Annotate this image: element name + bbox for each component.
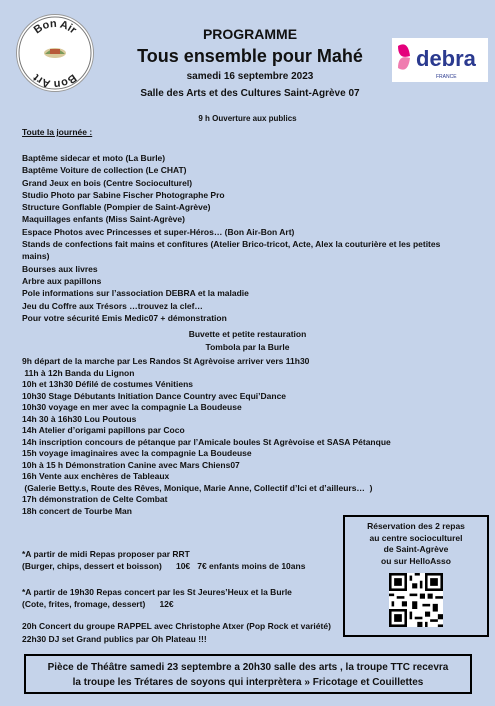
list-item: Structure Gonflable (Pompier de Saint-Agrève) [22,202,211,213]
debra-sub-text: FRANCE [436,74,457,80]
reservation-box [343,515,489,637]
schedule-item: (Galerie Betty.s, Route des Rêves, Monique, Marie Anne, Collectif d’Ici et d’ailleurs… ) [22,482,373,493]
event-date: samedi 16 septembre 2023 [186,71,314,82]
footer-line: la troupe les Trétares de soyons qui interprètera » Fricotage et Couillettes [72,677,424,688]
schedule-item: 14h inscription concours de pétanque par l’Amicale boules St Agrèvoise et SASA Pétanque [22,436,391,447]
list-item: Bourses aux livres [22,263,98,274]
reservation-line: ou sur HelloAsso [381,555,451,566]
reservation-line: de Saint-Agrève [383,544,449,554]
reservation-line: au centre socioculturel [369,532,463,543]
logo-badge-icon [17,15,93,91]
schedule-item: 14h 30 à 16h30 Lou Poutous [22,413,137,424]
qr-code-icon[interactable] [389,573,443,627]
list-item: Grand Jeux en bois (Centre Socioculturel) [22,177,193,188]
meal-soir-line2: (Cote, frites, fromage, dessert) 12€ [22,599,174,609]
schedule-item: 11h à 12h Banda du Lignon [22,367,135,378]
programme-heading: PROGRAMME [202,26,298,42]
header [100,26,400,99]
meal-midi-line2: (Burger, chips, dessert et boisson) 10€ 7€ enfants moins de 10ans [22,561,306,571]
list-item: Studio Photo par Sabine Fischer Photographe Pro [22,189,225,200]
logo-text-top: Bon Air [31,17,79,37]
list-item: Arbre aux papillons [22,275,102,286]
all-day-list [22,152,462,324]
list-item: Jeu du Coffre aux Trésors …trouvez la clef… [22,300,203,311]
meal-soir [22,586,342,610]
reservation-line: Réservation des 2 repas [367,521,465,531]
concert-item: 22h30 DJ set Grand publics par Oh Plateau !!! [22,633,207,644]
meal-midi-line1: *A partir de midi Repas proposer par RRT [22,549,190,559]
list-item: Stands de confections fait mains et confitures (Atelier Brico-tricot, Acte, Alex la couturière et les petites mains) [22,239,441,262]
list-item: Espace Photos avec Princesses et super-Héros… (Bon Air-Bon Art) [22,226,295,237]
opening-time: 9 h Ouverture aux publics [198,114,297,123]
debra-logo [392,38,488,82]
schedule-item: 17h démonstration de Celte Combat [22,494,168,504]
footer-line: Pièce de Théâtre samedi 23 septembre a 20h30 salle des arts , la troupe TTC recevra [47,662,449,673]
bon-air-bon-art-logo [16,14,94,92]
schedule-item: 15h voyage imaginaires avec la compagnie La Boudeuse [22,448,252,458]
list-item: Pole informations sur l’association DEBRA et la maladie [22,288,249,299]
schedule-list [22,356,482,517]
schedule-item: 10h30 Stage Débutants Initiation Dance Country avec Equi’Dance [22,390,287,401]
schedule-item: 18h concert de Tourbe Man [22,505,132,516]
list-item: Baptême sidecar et moto (La Burle) [22,153,166,163]
schedule-item: 10h et 13h30 Défilé de costumes Vénitiens [22,379,194,389]
event-title: Tous ensemble pour Mahé [137,46,363,66]
list-item: Pour votre sécurité Emis Medic07 + démonstration [22,312,227,323]
tombola-line: Tombola par la Burle [205,342,290,352]
meal-midi [22,548,342,572]
schedule-item: 14h Atelier d’origami papillons par Coco [22,425,185,435]
theatre-footer-box [24,654,472,694]
concerts [22,620,331,645]
schedule-item: 16h Vente aux enchères de Tableaux [22,471,170,481]
schedule-item: 10h à 15 h Démonstration Canine avec Mars Chiens07 [22,459,240,470]
list-item: Maquillages enfants (Miss Saint-Agrève) [22,214,185,225]
buvette-line: Buvette et petite restauration [188,329,307,339]
list-item: Baptême Voiture de collection (Le CHAT) [22,165,187,176]
schedule-item: 10h30 voyage en mer avec la compagnie La Boudeuse [22,402,242,412]
debra-brand-text: debra [416,46,476,71]
schedule-item: 9h départ de la marche par Les Randos St Agrèvoise arriver vers 11h30 [22,356,310,366]
event-venue: Salle des Arts et des Cultures Saint-Agrève 07 [140,88,360,99]
logo-text-bottom: Bon Art [31,71,79,91]
meal-soir-line1: *A partir de 19h30 Repas concert par les St Jeures’Heux et la Burle [22,587,292,597]
concert-item: 20h Concert du groupe RAPPEL avec Christophe Atxer (Pop Rock et variété) [22,621,331,631]
all-day-label: Toute la journée : [22,127,93,137]
debra-butterfly-icon [392,38,488,82]
